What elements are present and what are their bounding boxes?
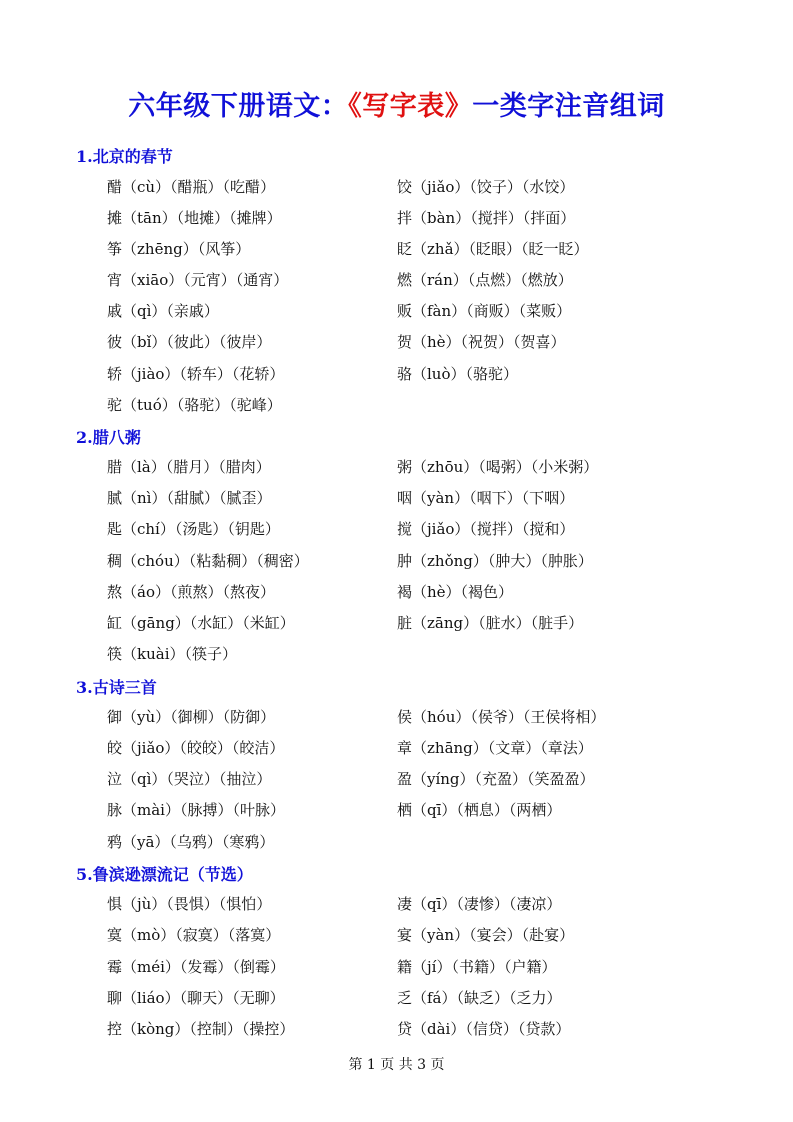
word-entry: 咽（yàn）（咽下）（下咽）: [397, 489, 575, 507]
word-entry: 醋（cù）（醋瓶）（吃醋）: [107, 178, 276, 196]
word-entry: 脉（mài）（脉搏）（叶脉）: [107, 801, 285, 819]
word-entry: 脏（zāng）（脏水）（脏手）: [397, 614, 584, 632]
word-entry: 贷（dài）（信贷）（贷款）: [397, 1020, 571, 1038]
word-entry: 惧（jù）（畏惧）（惧怕）: [107, 895, 272, 913]
word-entry: 燃（rán）（点燃）（燃放）: [397, 271, 573, 289]
word-entry: 聊（liáo）（聊天）（无聊）: [107, 989, 285, 1007]
page-title: [0, 84, 793, 123]
word-entry: 搅（jiǎo）（搅拌）（搅和）: [397, 520, 575, 538]
word-entry: 饺（jiǎo）（饺子）（水饺）: [397, 178, 575, 196]
section-heading: 1.北京的春节: [76, 147, 173, 166]
word-entry: 腊（là）（腊月）（腊肉）: [107, 458, 271, 476]
title-part-1: 六年级下册语文：: [128, 91, 349, 122]
word-entry: 皎（jiǎo）（皎皎）（皎洁）: [107, 739, 285, 757]
section-heading: 5.鲁滨逊漂流记（节选）: [76, 865, 253, 884]
word-entry: 拌（bàn）（搅拌）（拌面）: [397, 209, 576, 227]
word-entry: 侯（hóu）（侯爷）（王侯将相）: [397, 708, 606, 726]
word-entry: 栖（qī）（栖息）（两栖）: [397, 801, 562, 819]
word-entry: 寞（mò）（寂寞）（落寞）: [107, 926, 281, 944]
word-entry: 凄（qī）（凄惨）（凄凉）: [397, 895, 562, 913]
word-entry: 控（kòng）（控制）（操控）: [107, 1020, 295, 1038]
word-entry: 熬（áo）（煎熬）（熬夜）: [107, 583, 275, 601]
word-entry: 贩（fàn）（商贩）（菜贩）: [397, 302, 572, 320]
section-heading: 2.腊八粥: [76, 428, 141, 447]
word-entry: 轿（jiào）（轿车）（花轿）: [107, 365, 285, 383]
title-part-2: 《写字表》: [348, 91, 473, 122]
word-entry: 摊（tān）（地摊）（摊牌）: [107, 209, 282, 227]
word-entry: 籍（jí）（书籍）（户籍）: [397, 958, 557, 976]
word-entry: 驼（tuó）（骆驼）（驼峰）: [107, 396, 282, 414]
section-heading: 3.古诗三首: [76, 678, 157, 697]
word-entry: 稠（chóu）（粘黏稠）（稠密）: [107, 552, 309, 570]
word-entry: 腻（nì）（甜腻）（腻歪）: [107, 489, 272, 507]
word-entry: 匙（chí）（汤匙）（钥匙）: [107, 520, 280, 538]
word-entry: 泣（qì）（哭泣）（抽泣）: [107, 770, 272, 788]
word-entry: 贺（hè）（祝贺）（贺喜）: [397, 333, 566, 351]
word-entry: 宴（yàn）（宴会）（赴宴）: [397, 926, 575, 944]
word-entry: 章（zhāng）（文章）（章法）: [397, 739, 593, 757]
word-entry: 筷（kuài）（筷子）: [107, 645, 237, 663]
word-entry: 乏（fá）（缺乏）（乏力）: [397, 989, 562, 1007]
word-entry: 眨（zhǎ）（眨眼）（眨一眨）: [397, 240, 589, 258]
title-part-3: 一类字注音组词: [472, 91, 665, 122]
word-entry: 霉（méi）（发霉）（倒霉）: [107, 958, 285, 976]
word-entry: 盈（yíng）（充盈）（笑盈盈）: [397, 770, 595, 788]
page-footer: 第 1 页 共 3 页: [348, 1057, 445, 1073]
word-entry: 御（yù）（御柳）（防御）: [107, 708, 276, 726]
word-entry: 戚（qì）（亲戚）: [107, 302, 219, 320]
word-entry: 彼（bǐ）（彼此）（彼岸）: [107, 333, 272, 351]
word-entry: 骆（luò）（骆驼）: [397, 365, 518, 383]
word-entry: 鸦（yā）（乌鸦）（寒鸦）: [107, 833, 275, 851]
word-entry: 粥（zhōu）（喝粥）（小米粥）: [397, 458, 599, 476]
word-entry: 褐（hè）（褐色）: [397, 583, 514, 601]
word-entry: 宵（xiāo）（元宵）（通宵）: [107, 271, 289, 289]
word-entry: 缸（gāng）（水缸）（米缸）: [107, 614, 295, 632]
word-entry: 肿（zhǒng）（肿大）（肿胀）: [397, 552, 593, 570]
word-entry: 筝（zhēng）（风筝）: [107, 240, 251, 258]
